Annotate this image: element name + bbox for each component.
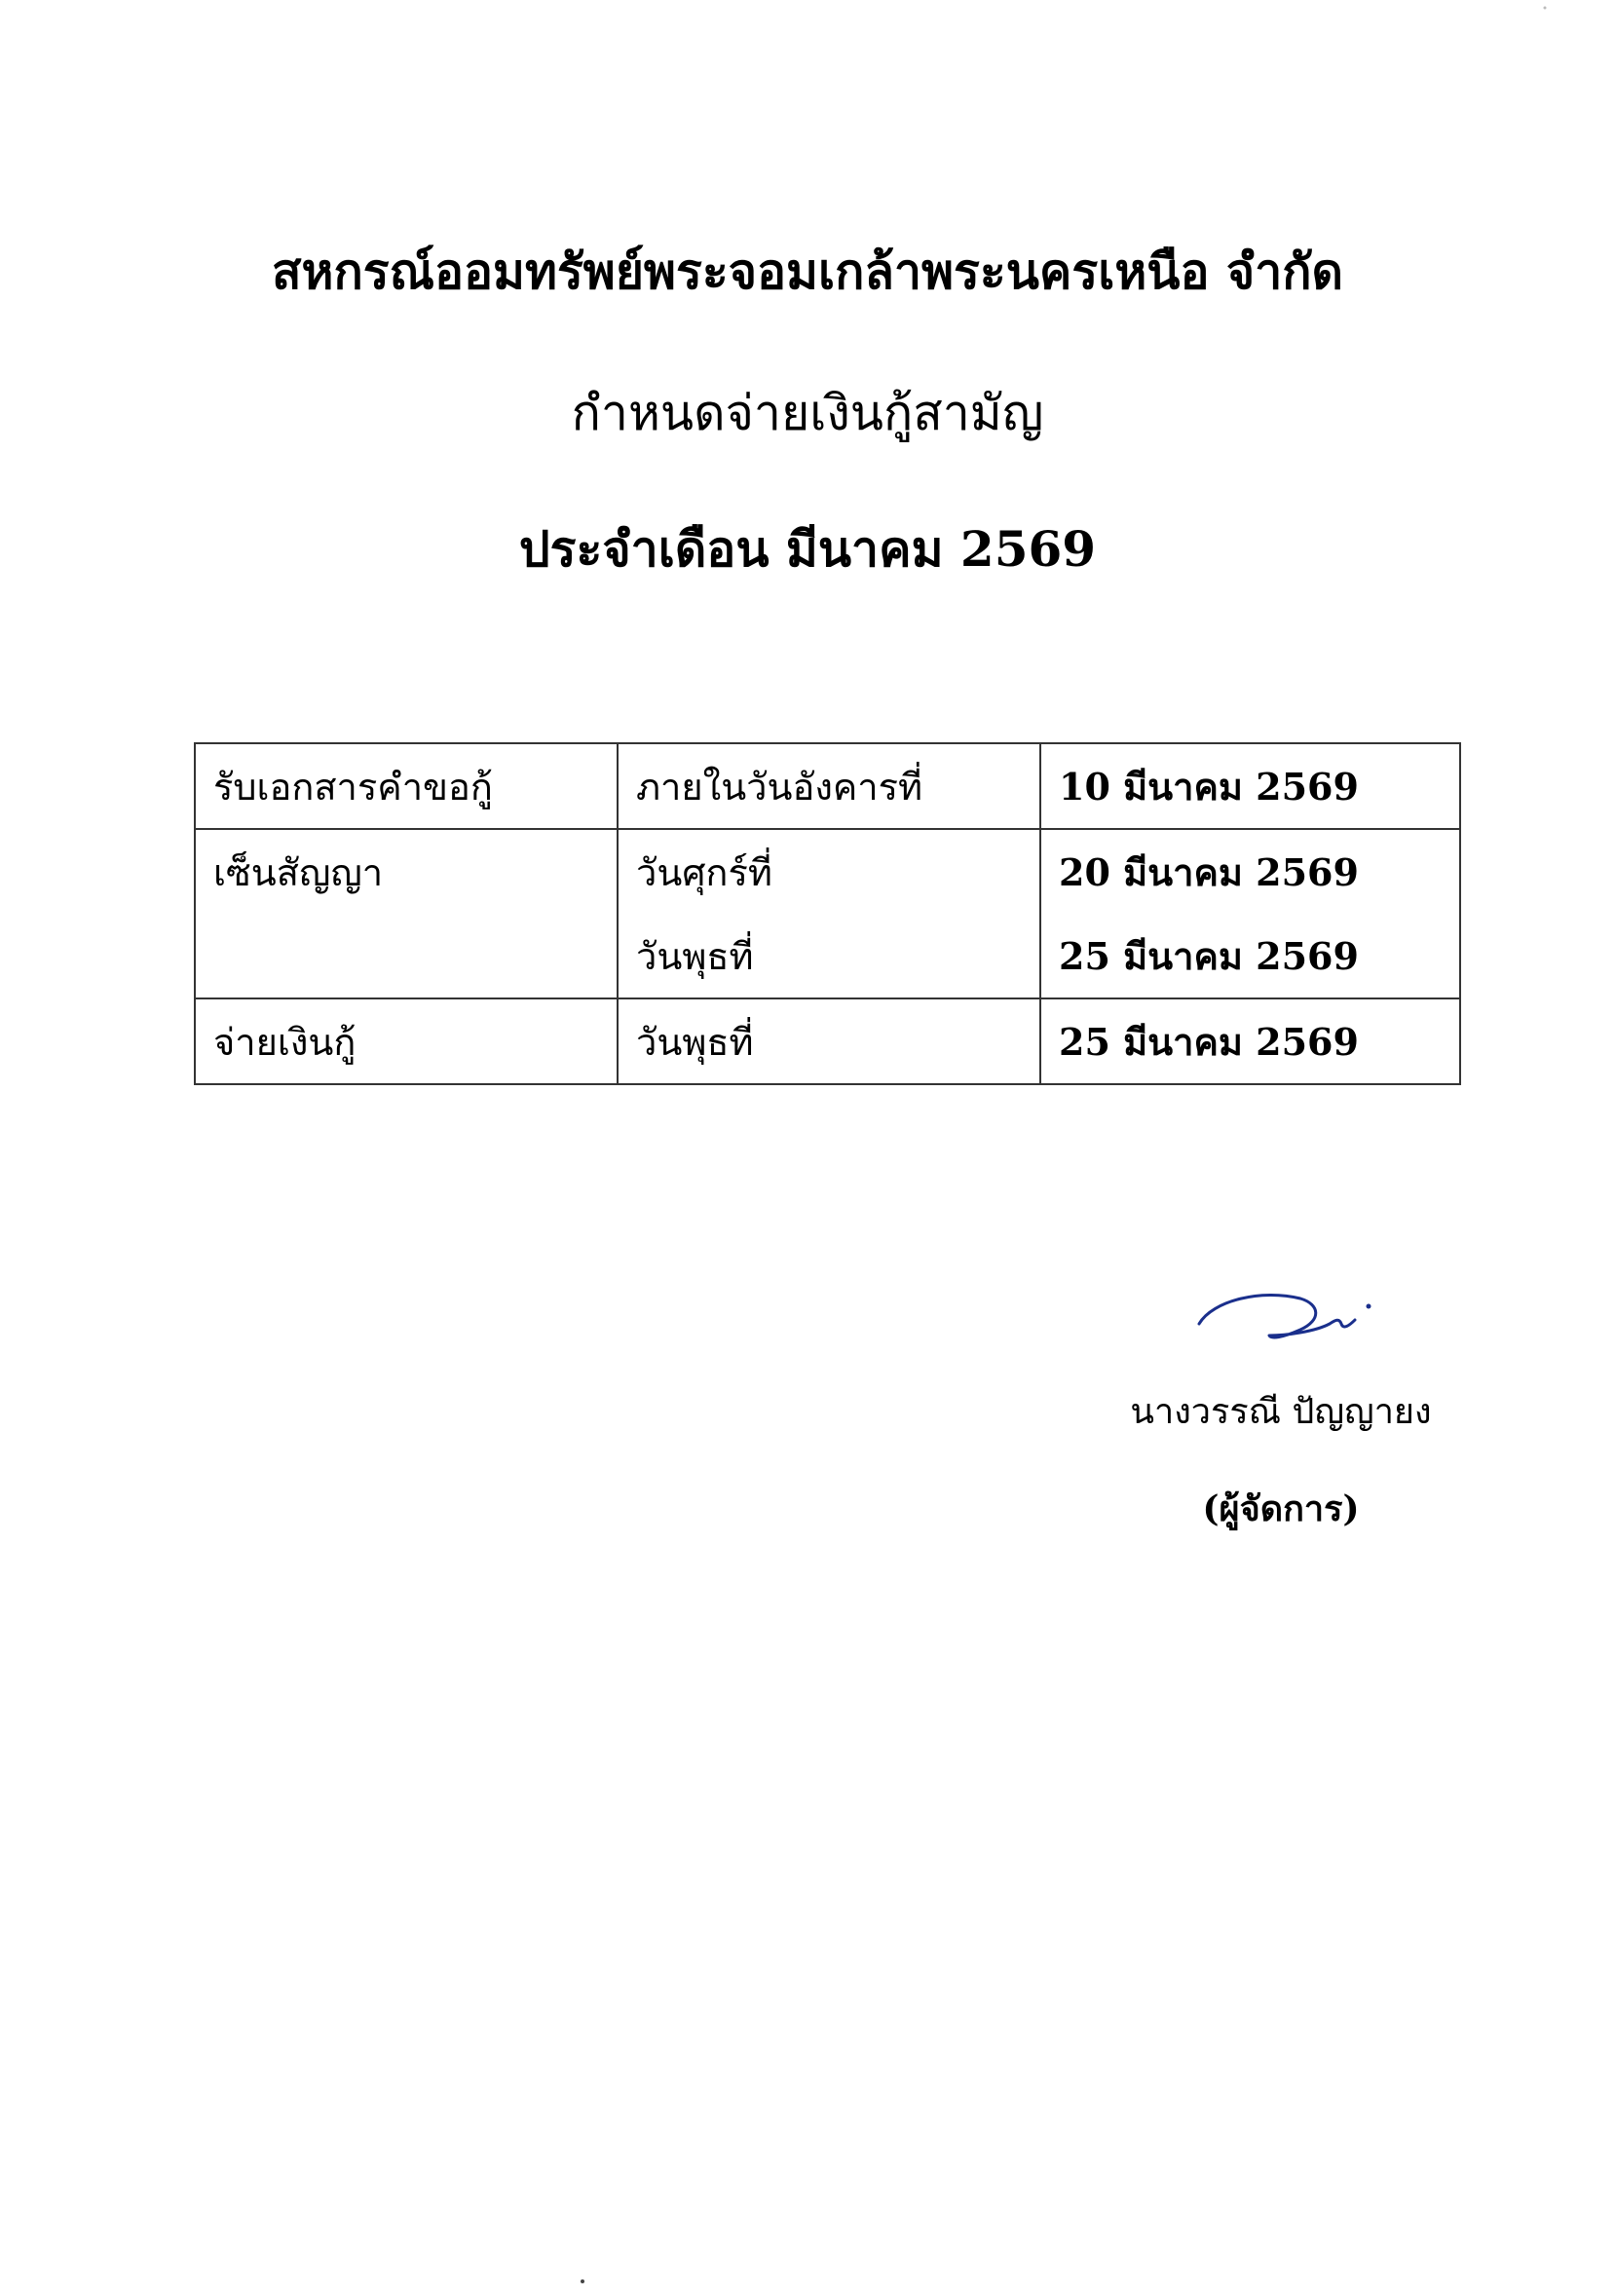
handwritten-signature xyxy=(1193,1281,1388,1359)
step-day: ภายในวันอังคารที่ xyxy=(618,743,1040,829)
period-title: ประจำเดือน มีนาคม 2569 xyxy=(518,520,1097,578)
step-date: 25 มีนาคม 2569 xyxy=(1040,998,1460,1084)
signatory-name: นางวรรณี ปัญญายง xyxy=(1130,1392,1432,1432)
step-label: จ่ายเงินกู้ xyxy=(195,998,618,1084)
step-label: รับเอกสารคำขอกู้ xyxy=(195,743,618,829)
step-day: วันศุกร์ที่ xyxy=(618,829,1040,914)
step-day: วันพุธที่ xyxy=(618,998,1040,1084)
table-row xyxy=(195,998,1460,1084)
table-row xyxy=(195,743,1460,829)
step-day: วันพุธที่ xyxy=(618,914,1040,998)
table-row xyxy=(195,914,1460,998)
loan-schedule-table xyxy=(194,742,1461,1085)
document-title: กำหนดจ่ายเงินกู้สามัญ xyxy=(571,385,1044,441)
step-date: 10 มีนาคม 2569 xyxy=(1040,743,1460,829)
step-label xyxy=(195,914,618,998)
table-row xyxy=(195,829,1460,914)
organization-title: สหกรณ์ออมทรัพย์พระจอมเกล้าพระนครเหนือ จำกัด xyxy=(271,243,1344,300)
step-date: 25 มีนาคม 2569 xyxy=(1040,914,1460,998)
signatory-position: (ผู้จัดการ) xyxy=(1202,1488,1360,1529)
step-label: เซ็นสัญญา xyxy=(195,829,618,914)
step-date: 20 มีนาคม 2569 xyxy=(1040,829,1460,914)
